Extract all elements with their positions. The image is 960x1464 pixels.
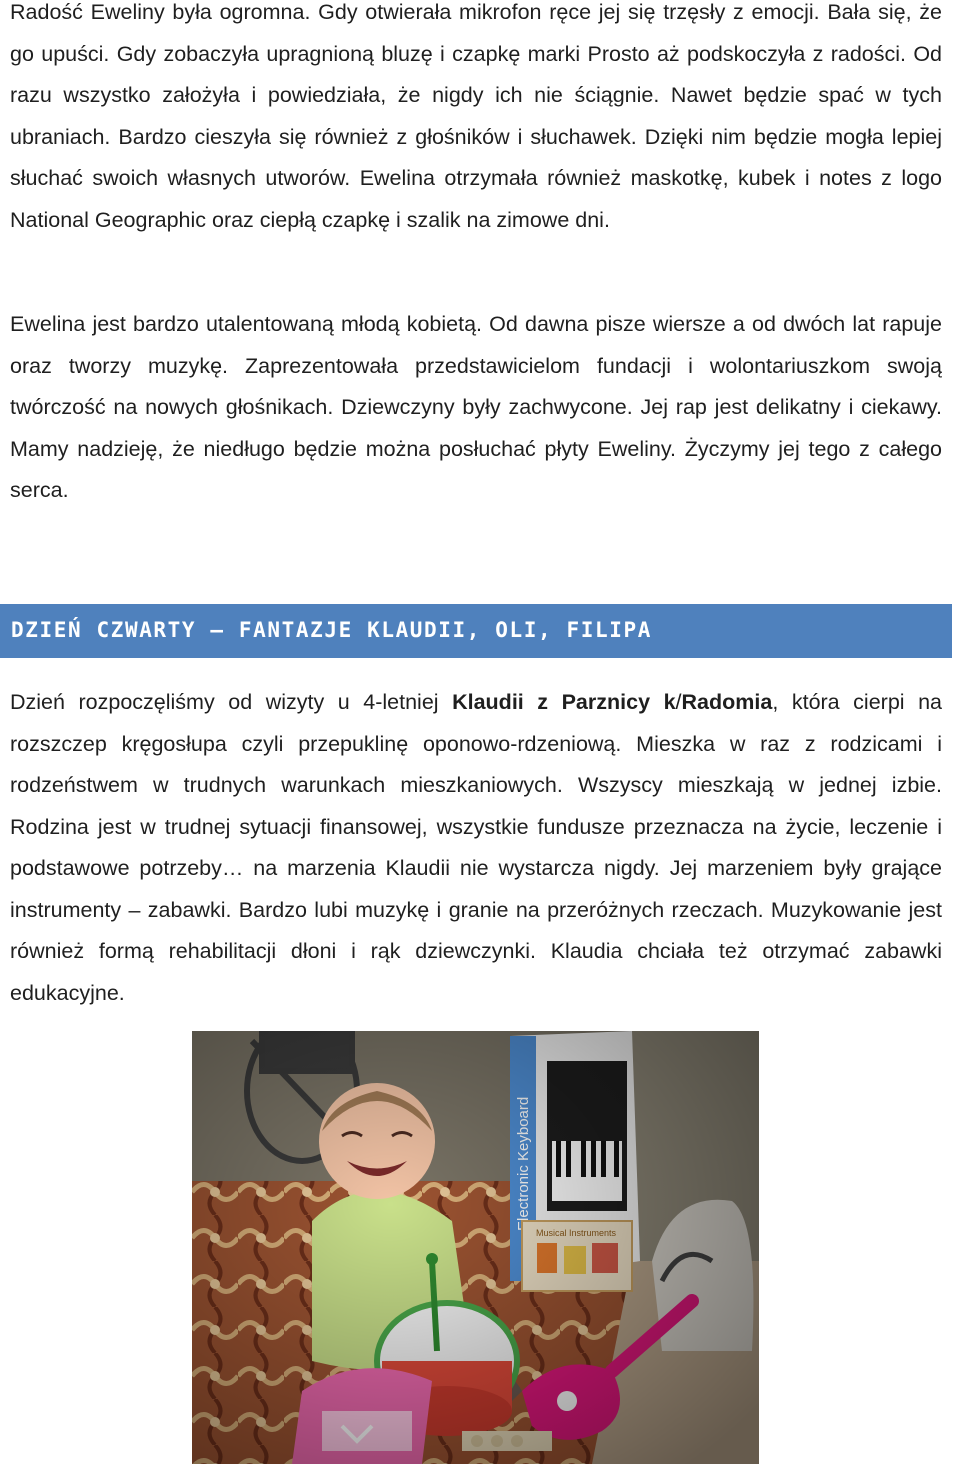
paragraph-klaudia xyxy=(10,682,942,1014)
photo-klaudia-with-toys xyxy=(192,1031,759,1464)
bold-name: Klaudii z Parznicy k xyxy=(452,690,676,714)
section-heading: DZIEŃ CZWARTY – FANTAZJE KLAUDII, OLI, FILIPA xyxy=(11,618,652,642)
intro-text: Dzień rozpoczęliśmy od wizyty u 4-letniej xyxy=(10,690,453,714)
bold-town: Radomia xyxy=(681,690,773,714)
photo-vignette xyxy=(192,1031,759,1464)
section-heading-bar xyxy=(0,604,952,658)
paragraph-ewelina-gifts: Radość Eweliny była ogromna. Gdy otwierała mikrofon ręce jej się trzęsły z emocji. Bała się, że go upuści. Gdy zobaczyła upragnioną bluzę i czapkę marki Prosto aż podskoczyła z radości. Od razu wszystko założyła i powiedziała, że nigdy ich nie ściągnie. Nawet będzie spać w tych ubraniach. Bardzo cieszyła się również z głośników i słuchawek. Dzięki nim będzie mogła lepiej słuchać swoich własnych utworów. Ewelina otrzymała również maskotkę, kubek i notes z logo National Geographic oraz ciepłą czapkę i szalik na zimowe dni. xyxy=(10,0,942,232)
paragraph-ewelina-talent: Ewelina jest bardzo utalentowaną młodą kobietą. Od dawna pisze wiersze a od dwóch lat rapuje oraz tworzy muzykę. Zaprezentowała przedstawicielom fundacji i wolontariuszkom swoją twórczość na nowych głośnikach. Dziewczyny były zachwycone. Jej rap jest delikatny i ciekawy. Mamy nadzieję, że niedługo będzie można posłuchać płyty Eweliny. Życzymy jej tego z całego serca. xyxy=(10,312,942,502)
rest-text: , która cierpi na rozszczep kręgosłupa czyli przepuklinę oponowo-rdzeniową. Mieszka w raz z rodzicami i rodzeństwem w trudnych warunkach mieszkaniowych. Wszyscy mieszkają w jednej izbie. Rodzina jest w trudnej sytuacji finansowej, wszystkie fundusze przeznacza na życie, leczenie i podstawowe potrzeby… na marzenia Klaudii nie wystarcza nigdy. Jej marzeniem były grające instrumenty – zabawki. Bardzo lubi muzykę i granie na przeróżnych rzeczach. Muzykowanie jest również formą rehabilitacji dłoni i rąk dziewczynki. Klaudia chciała też otrzymać zabawki edukacyjne. xyxy=(10,690,943,1005)
slash-text: / xyxy=(675,690,682,714)
